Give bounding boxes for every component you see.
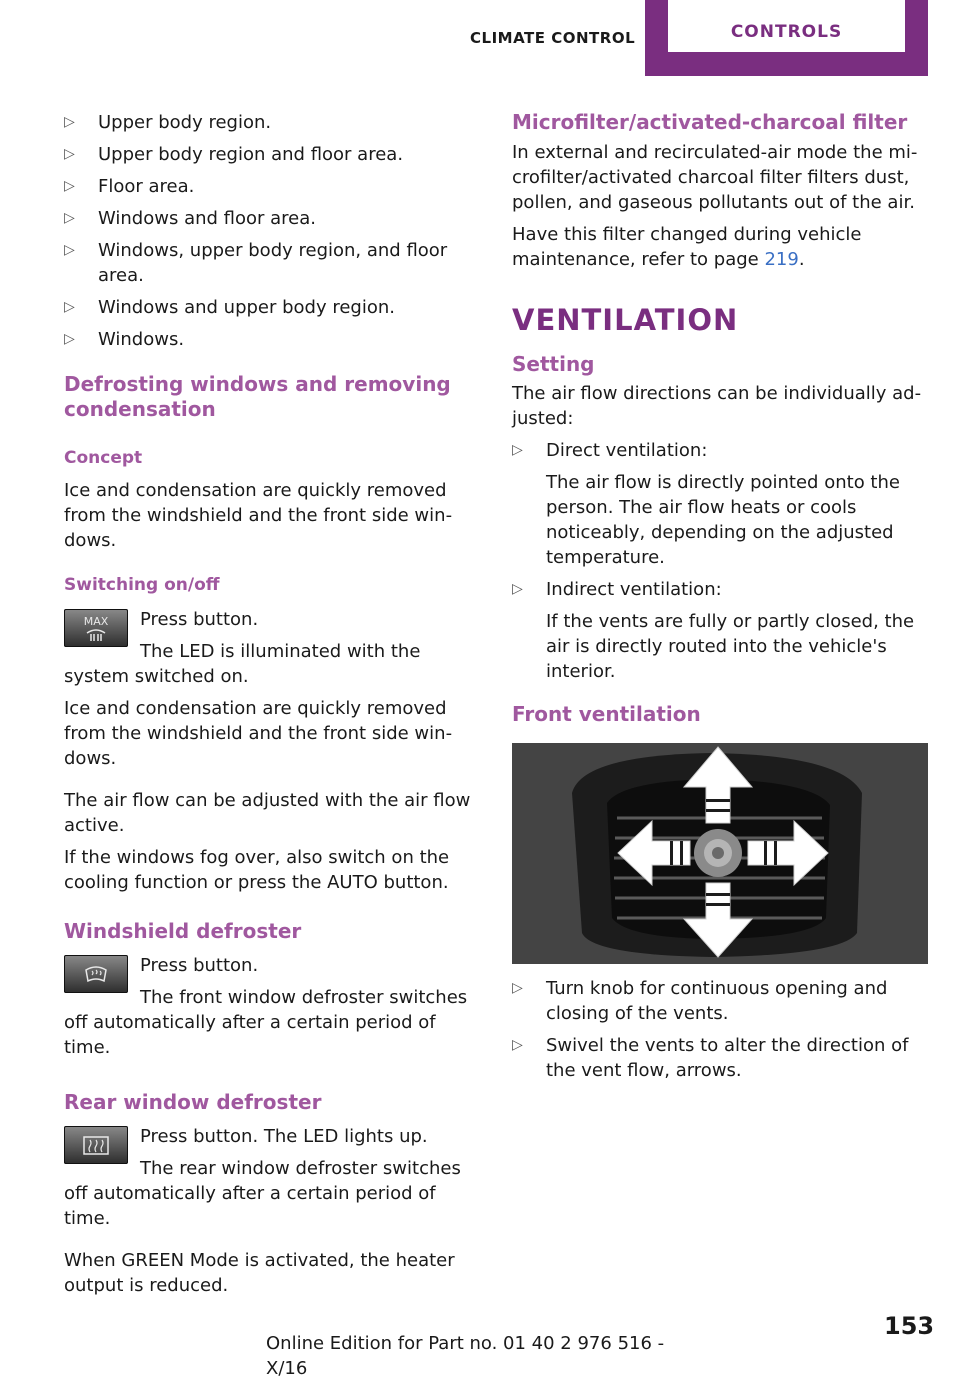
bullet-icon: ▷ [64, 178, 75, 194]
page-number: 153 [884, 1312, 935, 1340]
bullet-icon: ▷ [512, 980, 523, 996]
bullet-icon: ▷ [64, 242, 75, 258]
list-item: ▷ Turn knob for continuous opening and closing of the vents. [512, 978, 888, 1024]
setting-text: The air flow directions can be individually adjusted: [512, 383, 922, 429]
concept-heading: Concept [64, 448, 143, 468]
setting-heading: Setting [512, 352, 595, 376]
bullet-icon: ▷ [512, 442, 523, 458]
bullet-icon: ▷ [64, 146, 75, 162]
max-para1: Ice and condensation are quickly removed from the windshield and the front side windows. [64, 698, 453, 769]
front-ventilation-heading: Front ventilation [512, 702, 701, 726]
rear-defrost-icon [64, 1126, 128, 1164]
filter-text: In external and recirculated-air mode the microfilter/activated charcoal filter filters dust, pollen, and gaseous pollutants out of the air. [512, 142, 918, 213]
windshield-heading: Windshield defroster [64, 919, 302, 943]
list-item: ▷ Windows and upper body region. [64, 297, 395, 318]
bullet-icon: ▷ [64, 331, 75, 347]
filter-change-text: Have this filter changed during vehicle maintenance, refer to page 219. [512, 224, 862, 270]
header-section-title: CLIMATE CONTROL [470, 29, 636, 47]
list-item: ▷ Windows. [64, 329, 185, 350]
switching-heading: Switching on/off [64, 575, 220, 595]
max-defrost-row: MAX Press button. [64, 607, 479, 632]
header-tab-label: CONTROLS [668, 0, 905, 52]
bullet-icon: ▷ [64, 114, 75, 130]
rear-heading: Rear window defroster [64, 1090, 322, 1114]
ventilation-heading: VENTILATION [512, 303, 739, 337]
list-item: ▷ Swivel the vents to alter the direction of the vent flow, arrows. [512, 1035, 909, 1081]
air-vent-photo [512, 743, 928, 964]
list-item: ▷ Upper body region. [64, 112, 272, 133]
page-link[interactable]: 219 [764, 249, 799, 270]
max-label: MAX [83, 615, 109, 628]
rear-text: The rear window defroster switches off automatically after a certain period of time. [64, 1158, 461, 1229]
defrost-heading: Defrosting windows and removing condensation [64, 372, 451, 421]
right-column [512, 110, 928, 1090]
green-mode-text: When GREEN Mode is activated, the heater output is reduced. [64, 1250, 455, 1296]
list-item: ▷ Direct ventilation: The air flow is directly pointed onto the person. The air flow heats or cools noticeably, depending on the adjusted temperature. [512, 440, 900, 568]
list-item: ▷ Windows, upper body region, and floor area. [64, 240, 448, 286]
max-defrost-button-icon [64, 609, 128, 647]
windshield-text: The front window defroster switches off automatically after a certain period of time. [64, 987, 468, 1058]
filter-heading: Microfilter/activated-charcoal filter [512, 110, 908, 134]
max-led-text: The LED is illuminated with the system switched on. [64, 641, 421, 687]
list-item: ▷ Windows and floor area. [64, 208, 317, 229]
list-item: ▷ Floor area. [64, 176, 195, 197]
bullet-icon: ▷ [512, 1037, 523, 1053]
bullet-icon: ▷ [64, 299, 75, 315]
windshield-defrost-icon [64, 955, 128, 993]
windshield-row: Press button. [64, 953, 479, 978]
header-tab [645, 0, 928, 76]
left-column [64, 110, 479, 1305]
max-para2: The air flow can be adjusted with the air flow active. [64, 790, 471, 836]
list-item: ▷ Indirect ventilation: If the vents are fully or partly closed, the air is directly routed into the vehicle's interior. [512, 579, 915, 682]
bullet-icon: ▷ [512, 581, 523, 597]
footer-edition: Online Edition for Part no. 01 40 2 976 516 - X/16 [266, 1333, 665, 1379]
bullet-icon: ▷ [64, 210, 75, 226]
list-item: ▷ Upper body region and floor area. [64, 144, 404, 165]
max-para3: If the windows fog over, also switch on the cooling function or press the AUTO button. [64, 847, 450, 893]
concept-text: Ice and condensation are quickly removed from the windshield and the front side windows. [64, 480, 453, 551]
rear-row: Press button. The LED lights up. [64, 1124, 479, 1149]
